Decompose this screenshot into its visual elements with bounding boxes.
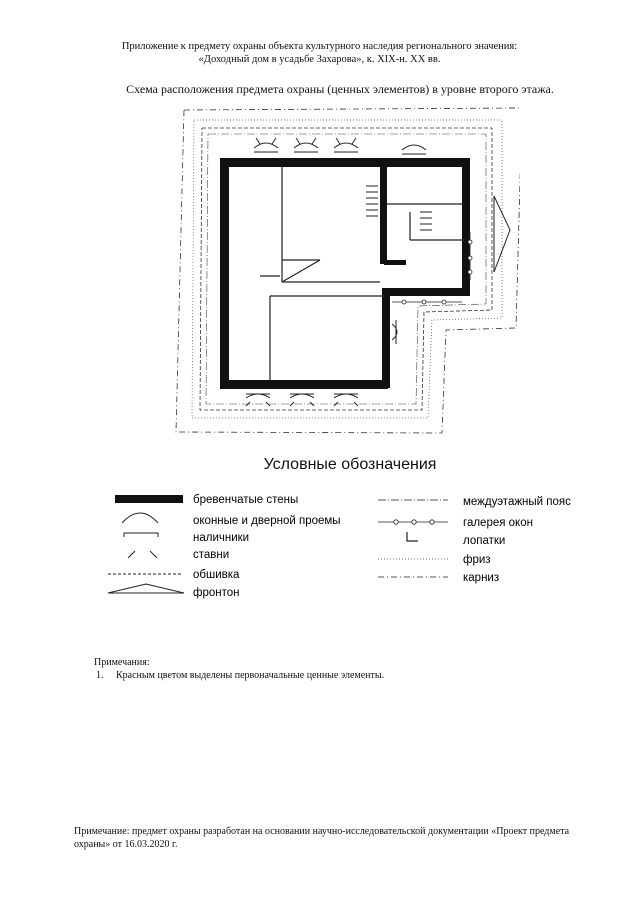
l-shape-icon — [407, 532, 418, 541]
arc-opening-icon — [122, 513, 158, 523]
notes-item-text: Красным цветом выделены первоначальные ценные элементы. — [116, 670, 385, 681]
legend-label-pilasters: лопатки — [463, 535, 506, 547]
legend-label-cornice: карниз — [463, 572, 500, 584]
side-door — [392, 320, 397, 344]
header-line-1: Приложение к предмету охраны объекта культурного наследия регионального значения: — [121, 41, 518, 52]
pediment-icon — [494, 196, 510, 272]
legend-label-belt: междуэтажный пояс — [463, 496, 571, 508]
legend-label-pediment: фронтон — [193, 587, 240, 599]
legend-title: Условные обозначения — [263, 456, 437, 473]
header-line-2: «Доходный дом в усадьбе Захарова», к. XIX-н. XX вв. — [198, 54, 441, 65]
log-walls — [220, 158, 470, 389]
legend-label-logwalls: бревенчатые стены — [193, 494, 299, 506]
bracket-frame-icon — [124, 533, 158, 537]
legend-label-sheathing: обшивка — [193, 569, 240, 581]
sheathing-outline — [200, 128, 492, 410]
notes-block — [94, 656, 384, 682]
legend — [0, 490, 639, 610]
legend-label-frieze: фриз — [463, 554, 491, 566]
notes-title: Примечания: — [94, 657, 150, 668]
shutter-icon — [128, 551, 157, 558]
notes-item-number: 1. — [96, 670, 104, 681]
interior-walls — [260, 166, 462, 382]
gallery-line-icon — [378, 520, 448, 524]
footnote: Примечание: предмет охраны разработан на основании научно-исследовательской документации «Проект предмета охраны» от 16.03.2020 г. — [74, 826, 570, 850]
top-windows — [254, 138, 426, 154]
stair-marks — [366, 186, 432, 230]
thick-wall-line-icon — [115, 495, 183, 503]
belt-outline — [206, 134, 486, 404]
floor-plan-drawing — [170, 100, 520, 440]
notes-item — [94, 669, 384, 682]
scheme-title: Схема расположения предмета охраны (ценных элементов) в уровне второго этажа. — [126, 82, 554, 96]
legend-label-gallery: галерея окон — [463, 517, 533, 529]
legend-label-trims: наличники — [193, 532, 250, 544]
document-header — [0, 40, 639, 66]
pediment-triangle-icon — [108, 584, 184, 593]
legend-label-openings: оконные и дверной проемы — [193, 515, 341, 527]
legend-label-shutters: ставни — [193, 549, 230, 561]
